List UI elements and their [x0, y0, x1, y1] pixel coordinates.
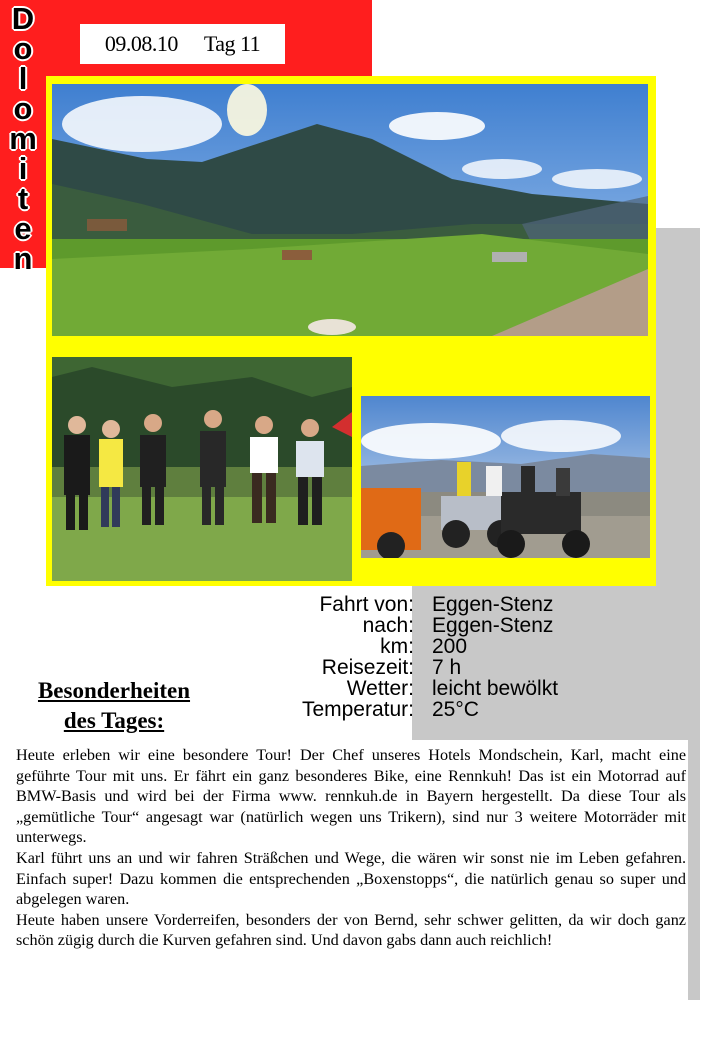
- fact-row: [270, 615, 610, 636]
- report-paragraph: Heute erleben wir eine besondere Tour! Der Chef unseres Hotels Mondschein, Karl, macht eine geführte Tour mit uns. Er fährt ein ganz besonderes Bike, eine Rennkuh! Das ist ein Motorrad auf BMW-Basis und wird bei der Firma www. rennkuh.de in Bayern hergestellt. Da diese Tour als „gemütliche Tour“ angesagt war (natürlich wegen uns Trikern), sind nur 3 weitere Motorräder mit unterwegs.: [16, 746, 686, 847]
- fact-row: [270, 636, 610, 657]
- special-heading: [14, 676, 214, 736]
- title-letter: o: [13, 91, 33, 126]
- fact-value: Eggen-Stenz: [432, 593, 554, 616]
- fact-label: nach:: [362, 614, 414, 637]
- title-letter: m: [9, 121, 37, 156]
- fact-label: km:: [380, 635, 414, 658]
- fact-label: Fahrt von:: [319, 593, 414, 616]
- special-heading-line2: des Tages:: [63, 708, 165, 733]
- fact-value: leicht bewölkt: [432, 677, 559, 700]
- fact-label: Temperatur:: [301, 698, 414, 721]
- report-paragraph: Karl führt uns an und wir fahren Sträßchen und Wege, die wären wir sonst nie im Leben gefahren. Einfach super! Dazu kommen die entsprechenden „Boxenstopps“, die natürlich genau so super und abgelegen waren.: [16, 848, 686, 909]
- title-letter: t: [17, 181, 29, 216]
- fact-value: 25°C: [432, 698, 479, 721]
- title-letter: o: [13, 31, 33, 66]
- special-heading-line1: Besonderheiten: [37, 678, 191, 703]
- vertical-title: [6, 1, 40, 276]
- fact-row: [270, 594, 610, 615]
- day-report-text: [16, 745, 686, 951]
- fact-value: Eggen-Stenz: [432, 614, 554, 637]
- title-letter: n: [13, 241, 33, 276]
- title-letter: i: [18, 151, 28, 186]
- motorcycles-photo: [361, 396, 650, 558]
- fact-label: Reisezeit:: [321, 656, 414, 679]
- fact-value: 200: [432, 635, 468, 658]
- fact-row: [270, 678, 610, 699]
- fact-row: [270, 657, 610, 678]
- fact-value: 7 h: [432, 656, 462, 679]
- date-text: 09.08.10: [104, 31, 178, 56]
- biker-group-photo: [52, 357, 352, 581]
- report-paragraph: Heute haben unsere Vorderreifen, besonders der von Bernd, sehr schwer gelitten, da wir doch ganz schön zügig durch die Kurven gefahren sind. Und davon gabs dann auch reichlich!: [16, 910, 686, 950]
- day-text: Tag 11: [203, 31, 261, 56]
- date-box: [80, 24, 285, 64]
- mountain-valley-photo: [52, 84, 648, 336]
- fact-row: [270, 699, 610, 720]
- fact-label: Wetter:: [346, 677, 414, 700]
- trip-facts: [270, 594, 610, 720]
- title-letter: l: [18, 61, 28, 96]
- title-letter: e: [14, 211, 32, 246]
- title-letter: D: [11, 1, 35, 36]
